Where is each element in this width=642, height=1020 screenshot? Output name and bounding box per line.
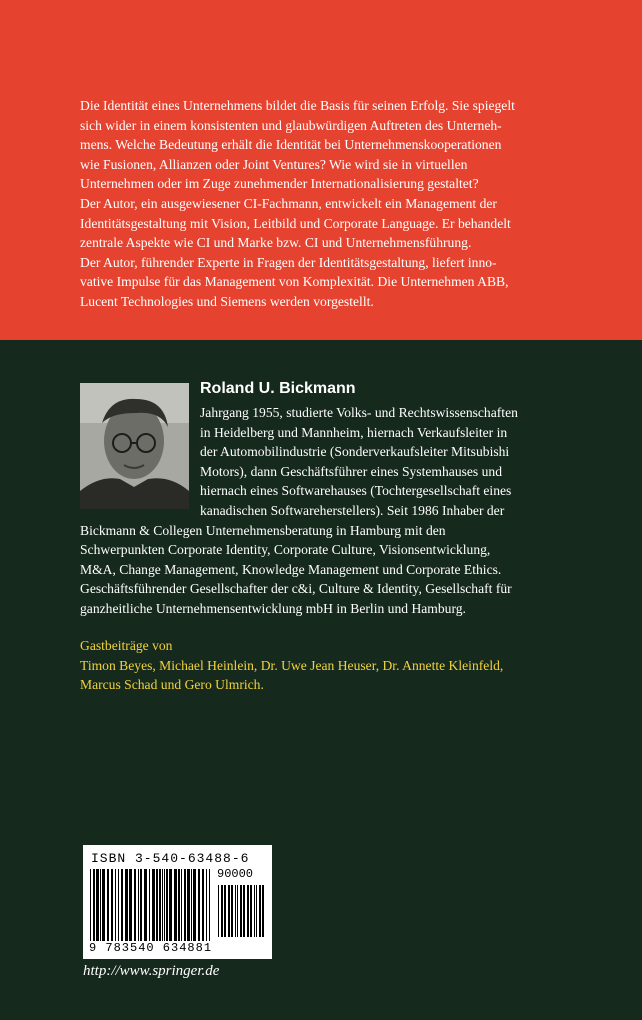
bio-line: Schwerpunkten Corporate Identity, Corporate Culture, Visionsentwicklung,: [80, 542, 491, 558]
blurb-line: Die Identität eines Unternehmens bildet die Basis für seinen Erfolg. Sie spiegelt: [80, 98, 515, 113]
barcode-bars-icon: [89, 869, 213, 941]
blurb-line: vative Impulse für das Management von Komplexität. Die Unternehmen ABB,: [80, 274, 509, 290]
bio-line: hiernach eines Softwarehauses (Tochtergesellschaft eines: [200, 483, 512, 499]
bio-line: der Automobilindustrie (Sonderverkaufsleiter Mitsubishi: [200, 444, 510, 460]
bio-line: Motors), dann Geschäftsführer eines Systemhauses und: [200, 463, 503, 479]
bio-line: kanadischen Softwareherstellers). Seit 1986 Inhaber der: [200, 502, 505, 518]
bio-line: in Heidelberg und Mannheim, hiernach Verkaufsleiter in: [200, 424, 508, 440]
blurb-line: Der Autor, führender Experte in Fragen der Identitätsgestaltung, liefert inno-: [80, 254, 497, 270]
author-bio: [80, 403, 600, 619]
guest-contributors: [80, 636, 600, 695]
author-name: Roland U. Bickmann: [200, 380, 356, 397]
blurb-line: zentrale Aspekte wie CI und Marke bzw. CI und Unternehmensführung.: [80, 235, 472, 251]
bio-line: Geschäftsführender Gesellschafter der c&i, Culture & Identity, Gesellschaft für: [80, 581, 512, 597]
blurb-line: wie Fusionen, Allianzen oder Joint Ventures? Wie wird sie in virtuellen: [80, 156, 468, 172]
blurb-line: mens. Welche Bedeutung erhält die Identität bei Unternehmenskooperationen: [80, 137, 502, 153]
isbn-barcode: [83, 845, 272, 959]
bio-line: Bickmann & Collegen Unternehmensberatung in Hamburg mit den: [80, 522, 446, 538]
publisher-url[interactable]: http://www.springer.de: [83, 963, 220, 979]
ean-digits: 9 783540 634881: [89, 941, 213, 955]
bio-line: Jahrgang 1955, studierte Volks- und Rechtswissenschaften: [200, 405, 518, 420]
blurb-line: Lucent Technologies und Siemens werden vorgestellt.: [80, 293, 374, 309]
blurb-line: Unternehmen oder im Zuge zunehmender Internationalisierung gestaltet?: [80, 176, 479, 192]
guest-line: Timon Beyes, Michael Heinlein, Dr. Uwe Jean Heuser, Dr. Annette Kleinfeld,: [80, 657, 504, 673]
addon-barcode-icon: [217, 885, 265, 937]
blurb-line: Der Autor, ein ausgewiesener CI-Fachmann, entwickelt ein Management der: [80, 195, 497, 211]
bio-line: M&A, Change Management, Knowledge Management und Corporate Ethics.: [80, 561, 502, 577]
blurb-line: Identitätsgestaltung mit Vision, Leitbild und Corporate Language. Er behandelt: [80, 215, 511, 231]
red-panel: [0, 0, 642, 340]
bio-line: ganzheitliche Unternehmensentwicklung mbH in Berlin und Hamburg.: [80, 600, 466, 616]
isbn-number: ISBN 3-540-63488-6: [91, 851, 250, 866]
guest-line: Marcus Schad und Gero Ulmrich.: [80, 677, 264, 693]
guest-heading: Gastbeiträge von: [80, 638, 173, 653]
price-code: 90000: [217, 867, 254, 881]
blurb-text: [80, 96, 580, 312]
blurb-line: sich wider in einem konsistenten und glaubwürdigen Auftreten des Unterneh-: [80, 117, 502, 133]
